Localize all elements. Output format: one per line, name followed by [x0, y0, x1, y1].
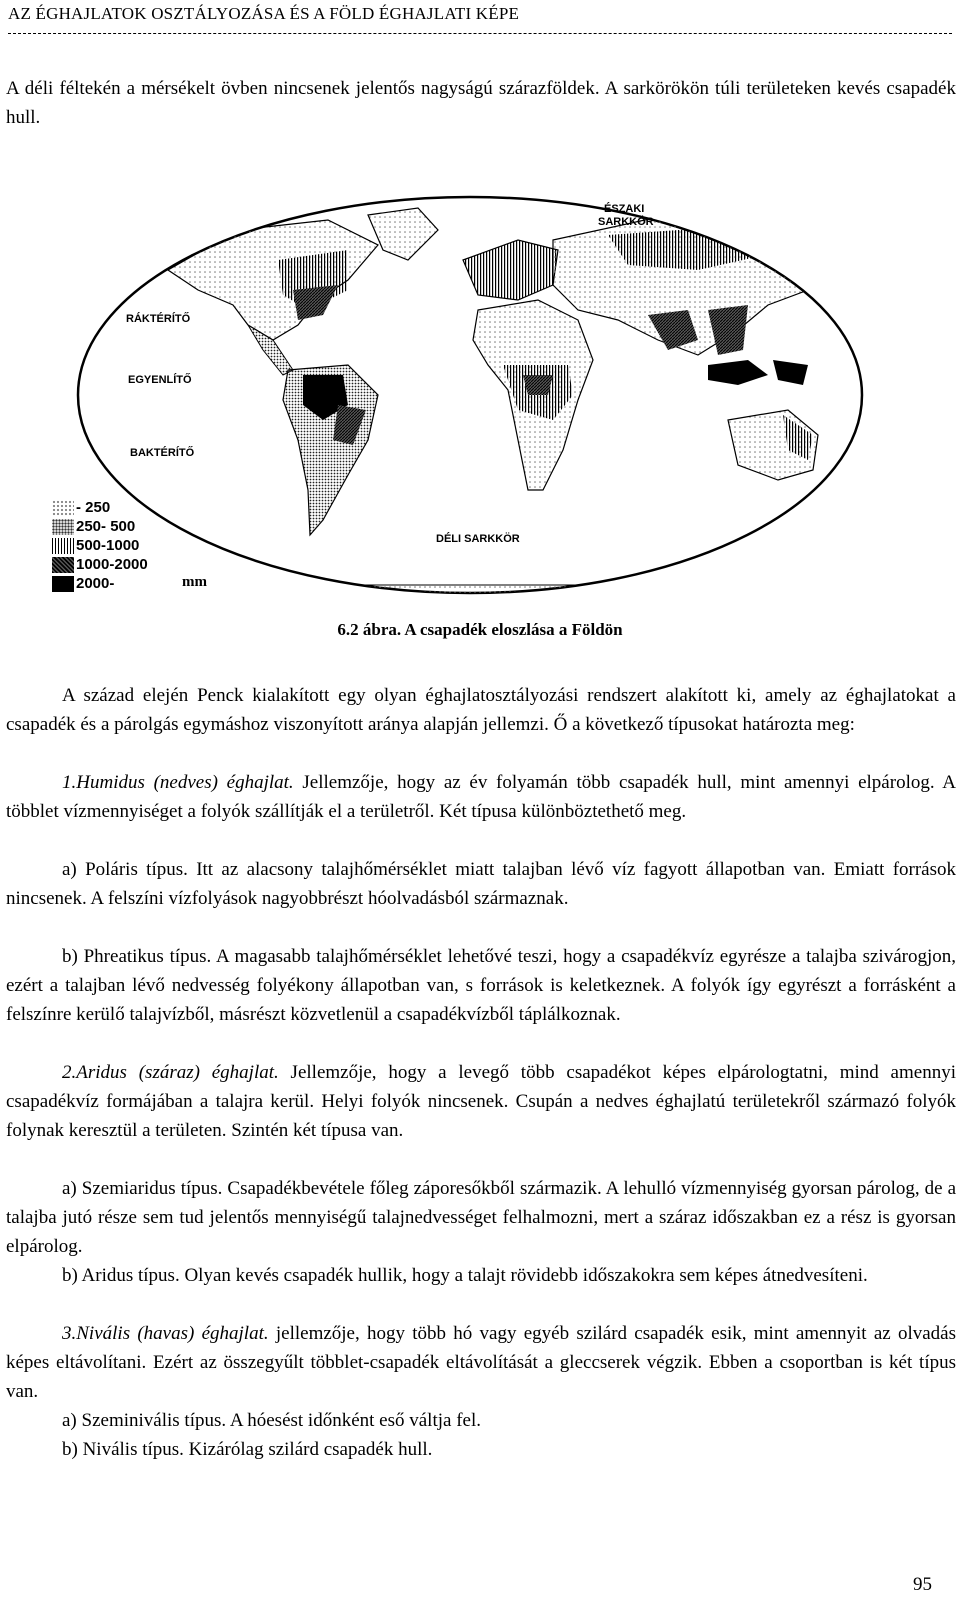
- paragraph-text: jellemzője, hogy több hó vagy egyéb szilárd csapadék esik, mint amennyit az olvadás képes eltávolítani. Ezért az összegyűlt többlet-csapadék eltávolítását a gleccserek végzik. Ebben a csoportban is két típus van.: [6, 1323, 956, 1402]
- legend-item: [52, 517, 148, 536]
- body-paragraph: [6, 1174, 956, 1261]
- body-paragraph: [6, 1319, 956, 1406]
- page-number: 95: [913, 1574, 932, 1595]
- paragraph-text: a) Szemiaridus típus. Csapadékbevétele főleg záporesőkből származik. A lehulló vízmennyiség gyorsan párolog, de a talajba jutó része sem tud jelentős mennyiségű talajnedvességet felhalmozni, mert a száraz időszakban ez a rész is gyorsan elpárolog.: [6, 1178, 956, 1257]
- body-paragraph: [6, 1058, 956, 1145]
- legend-item: [52, 498, 148, 517]
- legend-swatch: [52, 500, 74, 516]
- figure-caption: 6.2 ábra. A csapadék eloszlása a Földön: [337, 620, 623, 639]
- paragraph-text: b) Aridus típus. Olyan kevés csapadék hullik, hogy a talajt rövidebb időszakokra sem képes átnedvesíteni.: [62, 1265, 868, 1286]
- paragraph-lead: 2.Aridus (száraz) éghajlat.: [62, 1062, 279, 1083]
- intro-paragraph: A déli féltekén a mérsékelt övben nincsenek jelentős nagyságú szárazföldek. A sarkörökön túli területeken kevés csapadék hull.: [6, 78, 956, 128]
- label-north-circle-1: ÉSZAKI: [604, 203, 645, 215]
- paragraph-text: Jellemzője, hogy a levegő több csapadékot képes elpárologtatni, mind amennyi csapadékvíz formájában a talajra kerül. Helyi folyók nincsenek. Csupán a nedves éghajlatú területekről származó folyók folynak keresztül a területen. Szintén két típusa van.: [6, 1062, 956, 1141]
- label-capricorn: BAKTÉRÍTŐ: [130, 447, 195, 459]
- paragraph-text: b) Phreatikus típus. A magasabb talajhőmérséklet lehetővé teszi, hogy a csapadékvíz egyrésze a talajba szivárogjon, ezért a talajban lévő nedvesség folyékony állapotban van, s források is keletkeznek. A folyók így egyrészt a forrásként a felszínre kerülő talajvízből, másrészt közvetlenül a csapadékvízből táplálkoznak.: [6, 946, 956, 1025]
- label-south-circle: DÉLI SARKKÖR: [436, 533, 520, 545]
- body-paragraph: [6, 1435, 956, 1464]
- body-paragraph: [6, 1261, 956, 1290]
- precipitation-world-map: [48, 190, 908, 600]
- paragraph-text: b) Nivális típus. Kizárólag szilárd csapadék hull.: [62, 1439, 433, 1460]
- paragraph-text: a) Szeminivális típus. A hóesést időnként eső váltja fel.: [62, 1410, 481, 1431]
- running-header: AZ ÉGHAJLATOK OSZTÁLYOZÁSA ÉS A FÖLD ÉGHAJLATI KÉPE: [8, 4, 520, 23]
- header-divider: [8, 33, 952, 34]
- label-cancer: RÁKTÉRÍTŐ: [126, 313, 191, 325]
- paragraph-text: a) Poláris típus. Itt az alacsony talajhőmérséklet miatt talajban lévő víz fagyott állapotban van. Emiatt források nincsenek. A felszíni vízfolyások nagyobbrészt hóolvadásból származnak.: [6, 859, 956, 909]
- legend-swatch: [52, 557, 74, 573]
- legend-label: - 250: [76, 499, 111, 516]
- label-north-circle-2: SARKKÖR: [598, 216, 654, 228]
- legend-label: 2000-: [76, 575, 115, 592]
- legend-unit: mm: [182, 574, 207, 590]
- body-paragraph: [6, 1406, 956, 1435]
- paragraph-text: Jellemzője, hogy az év folyamán több csapadék hull, mint amennyi elpárolog. A többlet vízmennyiséget a folyók szállítják el a területről. Két típusa különböztethető meg.: [6, 772, 956, 822]
- legend-swatch: [52, 538, 74, 554]
- label-equator: EGYENLÍTŐ: [128, 374, 192, 386]
- body-paragraph: [6, 855, 956, 913]
- paragraph-text: A század elején Penck kialakított egy olyan éghajlatosztályozási rendszert alakított ki, amely az éghajlatokat a csapadék és a párolgás egymáshoz viszonyított aránya alapján jellemzi. Ő a következő típusokat határozta meg:: [6, 685, 956, 735]
- paragraph-lead: 1.Humidus (nedves) éghajlat.: [62, 772, 294, 793]
- body-paragraph: [6, 768, 956, 826]
- legend-item: [52, 536, 148, 555]
- legend-item: [52, 555, 148, 574]
- paragraph-lead: 3.Nivális (havas) éghajlat.: [62, 1323, 269, 1344]
- legend-swatch: [52, 519, 74, 535]
- legend-label: 500-1000: [76, 537, 140, 554]
- legend-item: [52, 574, 148, 593]
- legend-swatch: [52, 576, 74, 592]
- precipitation-legend: [52, 498, 207, 593]
- legend-label: 1000-2000: [76, 556, 148, 573]
- legend-label: 250- 500: [76, 518, 136, 535]
- body-paragraph: [6, 942, 956, 1029]
- body-paragraph: [6, 681, 956, 739]
